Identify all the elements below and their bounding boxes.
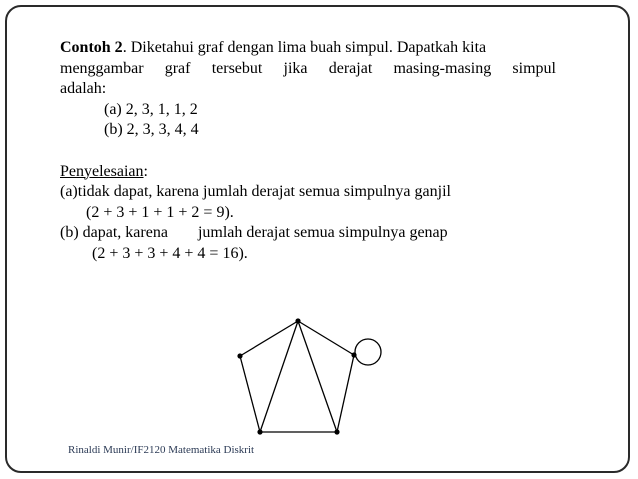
graph-edge bbox=[298, 321, 337, 432]
solution-label: Penyelesaian bbox=[60, 162, 144, 180]
answer-a: (a)tidak dapat, karena jumlah derajat semua simpulnya ganjil bbox=[60, 183, 451, 201]
graph-vertex bbox=[351, 352, 356, 357]
problem-text-3: adalah: bbox=[60, 80, 107, 98]
answer-b-end: jumlah derajat semua simpulnya genap bbox=[197, 224, 448, 242]
problem-text-2: menggambar graf tersebut jika derajat masing-masing simpul bbox=[60, 59, 556, 77]
graph-edge bbox=[298, 321, 354, 355]
answer-a-calc: (2 + 3 + 1 + 1 + 2 = 9). bbox=[86, 203, 234, 221]
footer-text: Rinaldi Munir/IF2120 Matematika Diskrit bbox=[68, 444, 255, 456]
solution-colon: : bbox=[143, 162, 148, 180]
graph-edge bbox=[260, 321, 298, 432]
answer-b-start: (b) dapat, karena bbox=[60, 224, 168, 242]
graph-loop bbox=[355, 339, 381, 365]
problem-text-1: . Diketahui graf dengan lima buah simpul. Dapatkah kita bbox=[122, 39, 487, 56]
graph-vertex bbox=[237, 353, 242, 358]
graph-edge bbox=[240, 321, 298, 356]
option-b: (b) 2, 3, 3, 4, 4 bbox=[104, 121, 199, 139]
graph-edge bbox=[337, 355, 354, 432]
graph-edge bbox=[240, 356, 260, 432]
answer-b-calc: (2 + 3 + 3 + 4 + 4 = 16). bbox=[92, 244, 248, 262]
graph-vertex bbox=[257, 429, 262, 434]
graph-vertex bbox=[295, 318, 300, 323]
option-a: (a) 2, 3, 1, 1, 2 bbox=[104, 100, 198, 118]
problem-title: Contoh 2 bbox=[60, 39, 123, 56]
graph-vertex bbox=[334, 429, 339, 434]
